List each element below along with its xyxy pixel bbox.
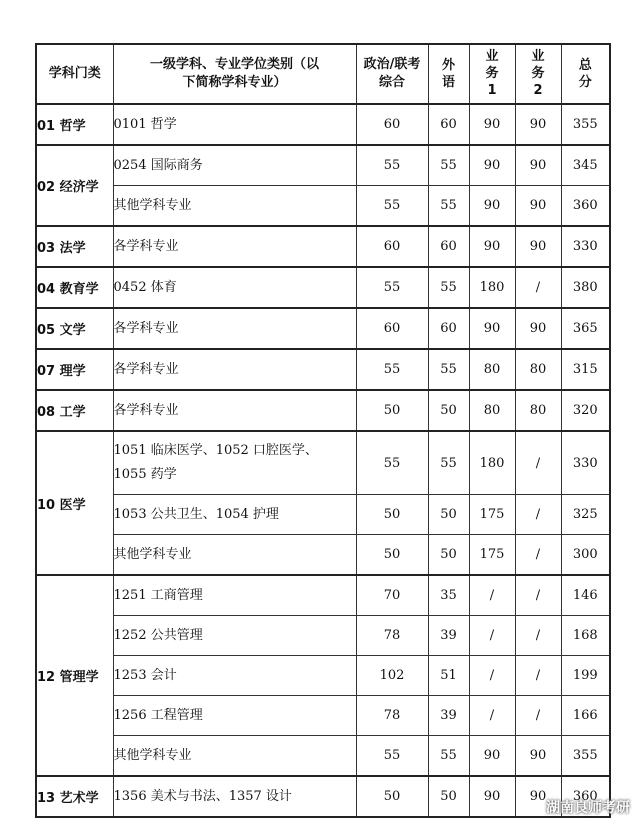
politics-score: 55 bbox=[356, 736, 428, 777]
table-row bbox=[36, 495, 610, 535]
course1-score: 90 bbox=[469, 308, 515, 349]
course1-score: / bbox=[469, 696, 515, 736]
category-cell: 08 工学 bbox=[36, 390, 113, 431]
politics-score: 50 bbox=[356, 390, 428, 431]
table-row bbox=[36, 267, 610, 308]
course1-score: / bbox=[469, 616, 515, 656]
politics-score: 55 bbox=[356, 186, 428, 227]
language-score: 39 bbox=[428, 696, 469, 736]
table-row bbox=[36, 696, 610, 736]
course2-score: / bbox=[515, 616, 561, 656]
subject-cell: 各学科专业 bbox=[113, 390, 356, 431]
subject-cell: 1251 工商管理 bbox=[113, 575, 356, 616]
politics-score: 70 bbox=[356, 575, 428, 616]
language-score: 35 bbox=[428, 575, 469, 616]
subject-cell: 1252 公共管理 bbox=[113, 616, 356, 656]
language-score: 51 bbox=[428, 656, 469, 696]
header-course1-text: 业务1 bbox=[485, 49, 499, 98]
category-cell: 07 理学 bbox=[36, 349, 113, 390]
politics-score: 55 bbox=[356, 145, 428, 186]
politics-score: 50 bbox=[356, 495, 428, 535]
table-row bbox=[36, 575, 610, 616]
language-score: 55 bbox=[428, 431, 469, 495]
total-score: 300 bbox=[561, 535, 610, 576]
politics-score: 55 bbox=[356, 431, 428, 495]
category-cell: 12 管理学 bbox=[36, 575, 113, 776]
politics-score: 78 bbox=[356, 616, 428, 656]
subject-cell: 1053 公共卫生、1054 护理 bbox=[113, 495, 356, 535]
table-row bbox=[36, 145, 610, 186]
total-score: 355 bbox=[561, 736, 610, 777]
subject-cell: 0452 体育 bbox=[113, 267, 356, 308]
total-score: 360 bbox=[561, 186, 610, 227]
subject-cell: 各学科专业 bbox=[113, 308, 356, 349]
politics-score: 55 bbox=[356, 267, 428, 308]
header-course2 bbox=[515, 44, 561, 104]
course2-score: 80 bbox=[515, 390, 561, 431]
total-score: 365 bbox=[561, 308, 610, 349]
table-row bbox=[36, 349, 610, 390]
course1-score: 80 bbox=[469, 349, 515, 390]
total-score: 168 bbox=[561, 616, 610, 656]
header-total-text: 总分 bbox=[578, 57, 592, 90]
language-score: 39 bbox=[428, 616, 469, 656]
course1-score: 90 bbox=[469, 226, 515, 267]
watermark: 湖南良师考研 bbox=[546, 800, 630, 816]
course1-score: 90 bbox=[469, 186, 515, 227]
language-score: 50 bbox=[428, 776, 469, 817]
header-politics bbox=[356, 44, 428, 104]
table-row bbox=[36, 616, 610, 656]
language-score: 60 bbox=[428, 308, 469, 349]
course2-score: 90 bbox=[515, 736, 561, 777]
politics-score: 60 bbox=[356, 104, 428, 145]
politics-score: 60 bbox=[356, 226, 428, 267]
subject-cell: 各学科专业 bbox=[113, 349, 356, 390]
total-score: 320 bbox=[561, 390, 610, 431]
course2-score: 90 bbox=[515, 776, 561, 817]
table-row bbox=[36, 186, 610, 227]
table-row bbox=[36, 431, 610, 495]
language-score: 50 bbox=[428, 535, 469, 576]
language-score: 60 bbox=[428, 226, 469, 267]
total-score: 330 bbox=[561, 226, 610, 267]
course1-score: 80 bbox=[469, 390, 515, 431]
table-row bbox=[36, 535, 610, 576]
politics-score: 55 bbox=[356, 349, 428, 390]
table-row bbox=[36, 226, 610, 267]
total-score: 199 bbox=[561, 656, 610, 696]
course2-score: / bbox=[515, 696, 561, 736]
politics-score: 50 bbox=[356, 535, 428, 576]
category-cell: 04 教育学 bbox=[36, 267, 113, 308]
category-cell: 02 经济学 bbox=[36, 145, 113, 226]
score-table bbox=[35, 43, 611, 818]
header-language-text: 外语 bbox=[441, 57, 455, 90]
course2-score: 90 bbox=[515, 186, 561, 227]
total-score: 345 bbox=[561, 145, 610, 186]
category-cell: 10 医学 bbox=[36, 431, 113, 575]
course2-score: 80 bbox=[515, 349, 561, 390]
header-row bbox=[36, 44, 610, 104]
language-score: 55 bbox=[428, 145, 469, 186]
language-score: 55 bbox=[428, 186, 469, 227]
course1-score: 90 bbox=[469, 736, 515, 777]
category-cell: 01 哲学 bbox=[36, 104, 113, 145]
politics-score: 50 bbox=[356, 776, 428, 817]
header-subject-text: 一级学科、专业学位类别（以下简称学科专业） bbox=[149, 57, 319, 90]
course2-score: 90 bbox=[515, 145, 561, 186]
table-row bbox=[36, 104, 610, 145]
politics-score: 102 bbox=[356, 656, 428, 696]
total-score: 166 bbox=[561, 696, 610, 736]
table-row bbox=[36, 390, 610, 431]
subject-cell: 1253 会计 bbox=[113, 656, 356, 696]
subject-text: 1051 临床医学、1052 口腔医学、1055 药学 bbox=[113, 443, 318, 482]
category-cell: 03 法学 bbox=[36, 226, 113, 267]
total-score: 315 bbox=[561, 349, 610, 390]
subject-cell: 其他学科专业 bbox=[113, 736, 356, 777]
header-course2-text: 业务2 bbox=[531, 49, 545, 98]
total-score: 325 bbox=[561, 495, 610, 535]
subject-cell: 其他学科专业 bbox=[113, 186, 356, 227]
subject-cell: 1356 美术与书法、1357 设计 bbox=[113, 776, 356, 817]
course2-score: 90 bbox=[515, 104, 561, 145]
language-score: 50 bbox=[428, 390, 469, 431]
course2-score: / bbox=[515, 267, 561, 308]
course1-score: 180 bbox=[469, 431, 515, 495]
course2-score: / bbox=[515, 431, 561, 495]
course1-score: 90 bbox=[469, 104, 515, 145]
category-cell: 13 艺术学 bbox=[36, 776, 113, 817]
table-row bbox=[36, 776, 610, 817]
course1-score: / bbox=[469, 575, 515, 616]
politics-score: 78 bbox=[356, 696, 428, 736]
course2-score: 90 bbox=[515, 308, 561, 349]
header-total bbox=[561, 44, 610, 104]
total-score: 355 bbox=[561, 104, 610, 145]
course2-score: / bbox=[515, 535, 561, 576]
header-category: 学科门类 bbox=[36, 44, 113, 104]
language-score: 50 bbox=[428, 495, 469, 535]
subject-cell: 其他学科专业 bbox=[113, 535, 356, 576]
course2-score: 90 bbox=[515, 226, 561, 267]
language-score: 60 bbox=[428, 104, 469, 145]
course1-score: 90 bbox=[469, 145, 515, 186]
course2-score: / bbox=[515, 495, 561, 535]
header-subject bbox=[113, 44, 356, 104]
course2-score: / bbox=[515, 575, 561, 616]
course1-score: / bbox=[469, 656, 515, 696]
total-score: 330 bbox=[561, 431, 610, 495]
subject-cell: 各学科专业 bbox=[113, 226, 356, 267]
course2-score: / bbox=[515, 656, 561, 696]
course1-score: 90 bbox=[469, 776, 515, 817]
language-score: 55 bbox=[428, 349, 469, 390]
table-row bbox=[36, 656, 610, 696]
header-course1 bbox=[469, 44, 515, 104]
politics-score: 60 bbox=[356, 308, 428, 349]
subject-cell bbox=[113, 431, 356, 495]
header-politics-text: 政治/联考综合 bbox=[363, 57, 421, 90]
subject-cell: 0101 哲学 bbox=[113, 104, 356, 145]
table-row bbox=[36, 308, 610, 349]
course1-score: 175 bbox=[469, 535, 515, 576]
header-language bbox=[428, 44, 469, 104]
total-score: 360 bbox=[561, 776, 610, 817]
table-row bbox=[36, 736, 610, 777]
category-cell: 05 文学 bbox=[36, 308, 113, 349]
total-score: 146 bbox=[561, 575, 610, 616]
subject-cell: 1256 工程管理 bbox=[113, 696, 356, 736]
language-score: 55 bbox=[428, 267, 469, 308]
subject-cell: 0254 国际商务 bbox=[113, 145, 356, 186]
course1-score: 180 bbox=[469, 267, 515, 308]
course1-score: 175 bbox=[469, 495, 515, 535]
language-score: 55 bbox=[428, 736, 469, 777]
total-score: 380 bbox=[561, 267, 610, 308]
